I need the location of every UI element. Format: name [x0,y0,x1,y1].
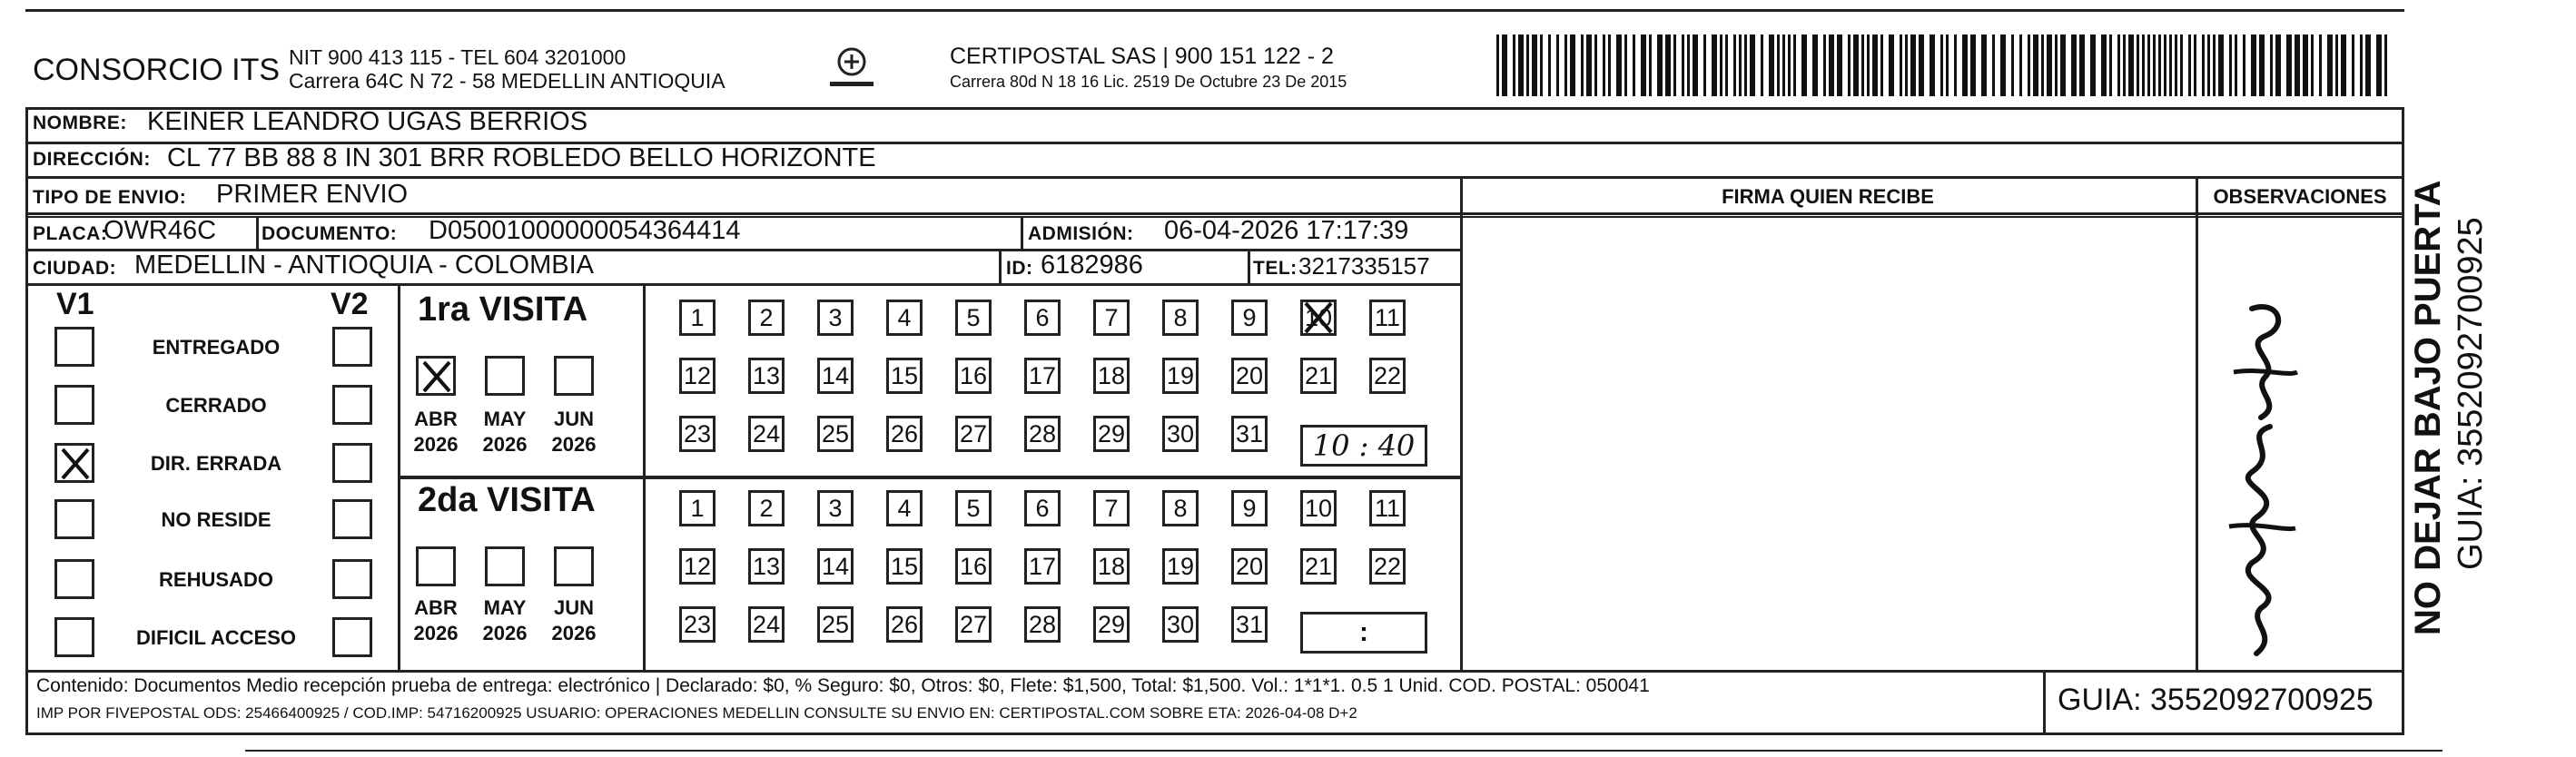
admision-label: ADMISIÓN: [1028,223,1134,244]
status-label: DIFICIL ACCESO [135,626,296,649]
content-line: Contenido: Documentos Medio recepción prueba de entrega: electrónico | Declarado: $0, % Seguro: $0, Otros: $0, Flete: $1,500, Total: $1,500. Vol.: 1*1*1. 0.5 1 Unid. COD. POSTAL: 050041 [36,675,1650,696]
side-warning: NO DEJAR BAJO PUERTA [2408,180,2448,635]
second-visit-day-22[interactable]: 22 [1369,548,1406,585]
barcode-bar [1861,34,1864,96]
barcode-bar [1526,34,1529,96]
second-visit-day-28[interactable]: 28 [1024,606,1061,643]
barcode-bar [1837,34,1842,96]
first-visit-day-14[interactable]: 14 [817,358,854,394]
first-visit-day-9[interactable]: 9 [1231,300,1268,336]
barcode-bar [2235,34,2237,96]
barcode-bar [1616,34,1622,96]
barcode-bar [1586,34,1592,96]
barcode-bar [1556,34,1559,96]
barcode-bar [2327,34,2333,96]
barcode-bar [1930,34,1935,96]
barcode-bar [1502,34,1507,96]
first-visit-day-7[interactable]: 7 [1093,300,1130,336]
barcode-bar [2041,34,2044,96]
barcode-bar [1564,34,1567,96]
barcode-bar [1649,34,1652,96]
first-visit-day-13[interactable]: 13 [748,358,785,394]
imp-line: IMP POR FIVEPOSTAL ODS: 25466400925 / COD.IMP: 54716200925 USUARIO: OPERACIONES MEDELLIN CONSULTE SU ENVIO EN: CERTIPOSTAL.COM SOBRE ETA: 2026-04-08 D+2 [36,704,1357,722]
barcode-bar [1872,34,1878,96]
second-visit-day-13[interactable]: 13 [748,548,785,585]
barcode-bar [2243,34,2245,96]
barcode-bar [2270,34,2273,96]
barcode-bar [2071,34,2077,96]
barcode-bar [2295,34,2300,96]
barcode-bar [1769,34,1774,96]
first-visit-day-31[interactable]: 31 [1231,416,1268,452]
second-visit-day-2[interactable]: 2 [748,490,785,526]
placa-label: PLACA: [33,223,108,244]
v1-checkbox[interactable] [54,559,94,599]
barcode-bar [2090,34,2096,96]
barcode-bar [1548,34,1551,96]
barcode-bar [1812,34,1818,96]
barcode-bar [2109,34,2112,96]
first-visit-day-12[interactable]: 12 [679,358,716,394]
barcode-bar [1725,34,1728,96]
barcode-bar [2019,34,2022,96]
day-check-overlay [1300,300,1337,336]
barcode-bar [1594,34,1597,96]
v2-checkbox[interactable] [332,499,372,539]
first-visit-day-15[interactable]: 15 [886,358,923,394]
barcode-bar [2188,34,2191,96]
barcode-bar [1940,34,1943,96]
barcode-bar [2175,34,2177,96]
second-visit-day-9[interactable]: 9 [1231,490,1268,526]
barcode-bar [1910,34,1916,96]
barcode-bar [2055,34,2058,96]
barcode-bar [2194,34,2196,96]
barcode-bar [2158,34,2161,96]
year-label: 2026 [551,433,597,456]
barcode-bar [2033,34,2038,96]
barcode-bar [1518,34,1524,96]
first-visit-day-8[interactable]: 8 [1162,300,1199,336]
first-visit-day-5[interactable]: 5 [955,300,992,336]
tel-value: 3217335157 [1298,252,1430,280]
first-visit-month-box[interactable] [554,356,594,396]
barcode-bar [1744,34,1747,96]
first-visit-day-19[interactable]: 19 [1162,358,1199,394]
barcode-bar [1682,34,1684,96]
first-visit-time-box[interactable] [1300,425,1427,467]
barcode-bar [1570,34,1575,96]
month-label: MAY [483,408,527,430]
barcode-bar [2335,34,2338,96]
barcode-bar [2311,34,2314,96]
year-label: 2026 [482,433,528,456]
barcode-bar [1788,34,1791,96]
barcode-bar [2128,34,2134,96]
second-visit-day-7[interactable]: 7 [1093,490,1130,526]
documento-value: D05001000000054364414 [429,216,741,245]
barcode-bar [2047,34,2052,96]
certipostal-logo [824,42,879,96]
second-visit-day-20[interactable]: 20 [1231,548,1268,585]
barcode-bar [1703,34,1706,96]
documento-label: DOCUMENTO: [262,223,398,244]
bottom-line [245,750,2443,752]
barcode-bar [1687,34,1690,96]
barcode [1496,34,2395,96]
first-visit-day-10[interactable]: 10 [1300,300,1337,336]
first-visit-day-23[interactable]: 23 [679,416,716,452]
barcode-bar [2028,34,2030,96]
direccion-label: DIRECCIÓN: [33,149,151,170]
second-visit-day-25[interactable]: 25 [817,606,854,643]
barcode-bar [2147,34,2150,96]
first-visit-day-17[interactable]: 17 [1024,358,1061,394]
barcode-bar [1793,34,1796,96]
barcode-bar [2303,34,2308,96]
second-visit-time: : [1359,617,1368,647]
barcode-bar [2202,34,2205,96]
x-mark-icon [57,446,94,482]
barcode-bar [1919,34,1924,96]
second-visit-day-11[interactable]: 11 [1369,490,1406,526]
barcode-bar [2229,34,2232,96]
first-visit-day-2[interactable]: 2 [748,300,785,336]
year-label: 2026 [413,622,459,644]
barcode-bar [1761,34,1763,96]
barcode-bar [2352,34,2354,96]
second-visit-time-box[interactable] [1300,612,1427,654]
barcode-bar [2384,34,2387,96]
second-visit-day-3[interactable]: 3 [817,490,854,526]
barcode-bar [1848,34,1851,96]
month-label: ABR [414,596,458,619]
first-visit-month-box[interactable] [485,356,525,396]
v2-checkbox[interactable] [332,443,372,483]
second-visit-day-17[interactable]: 17 [1024,548,1061,585]
month-label: ABR [414,408,458,430]
barcode-bar [2180,34,2183,96]
barcode-bar [1693,34,1698,96]
v1-label: V1 [56,287,94,321]
barcode-bar [1720,34,1722,96]
second-visit-day-15[interactable]: 15 [886,548,923,585]
barcode-bar [2376,34,2382,96]
tipo-value: PRIMER ENVIO [216,180,409,209]
barcode-bar [1739,34,1742,96]
v1-checkbox[interactable] [54,499,94,539]
barcode-bar [1733,34,1736,96]
status-label: CERRADO [165,394,267,417]
top-border [25,9,2404,12]
first-visit-day-28[interactable]: 28 [1024,416,1061,452]
status-label: NO RESIDE [161,508,271,531]
side-guia: GUIA: 3552092700925 [2452,217,2490,570]
second-visit-day-19[interactable]: 19 [1162,548,1199,585]
barcode-bar [1992,34,1995,96]
barcode-bar [1633,34,1635,96]
second-visit-day-18[interactable]: 18 [1093,548,1130,585]
ciudad-value: MEDELLIN - ANTIOQUIA - COLOMBIA [134,251,594,280]
barcode-bar [2365,34,2371,96]
barcode-bar [2123,34,2126,96]
barcode-bar [1946,34,1949,96]
firma-header: FIRMA QUIEN RECIBE [1722,185,1934,208]
barcode-bar [1829,34,1834,96]
second-visit-day-12[interactable]: 12 [679,548,716,585]
barcode-bar [1513,34,1515,96]
footer-guia: GUIA: 3552092700925 [2058,683,2374,717]
status-label: ENTREGADO [152,336,281,359]
first-visit-month-box[interactable] [416,356,456,396]
first-visit-title: 1ra VISITA [418,290,588,329]
barcode-bar [1777,34,1780,96]
company-address: Carrera 64C N 72 - 58 MEDELLIN ANTIOQUIA [289,69,725,93]
barcode-bar [1970,34,1976,96]
logo-icon [824,42,879,96]
second-visit-month-box[interactable] [416,546,456,586]
barcode-bar [2117,34,2120,96]
nombre-label: NOMBRE: [33,113,127,133]
company-nit: NIT 900 413 115 - TEL 604 3201000 [289,45,627,69]
barcode-bar [2360,34,2363,96]
barcode-bar [1603,34,1605,96]
month-label: MAY [483,596,527,619]
second-visit-day-16[interactable]: 16 [955,548,992,585]
second-visit-day-31[interactable]: 31 [1231,606,1268,643]
first-visit-day-3[interactable]: 3 [817,300,854,336]
barcode-bar [1665,34,1671,96]
first-visit-day-26[interactable]: 26 [886,416,923,452]
tel-label: TEL: [1253,258,1298,279]
v2-checkbox[interactable] [332,617,372,657]
barcode-bar [1750,34,1755,96]
ciudad-label: CIUDAD: [33,258,117,279]
second-visit-day-30[interactable]: 30 [1162,606,1199,643]
first-visit-day-25[interactable]: 25 [817,416,854,452]
barcode-bar [1608,34,1611,96]
barcode-bar [1540,34,1543,96]
barcode-bar [1801,34,1807,96]
first-visit-day-29[interactable]: 29 [1093,416,1130,452]
v2-label: V2 [331,287,369,321]
barcode-bar [2286,34,2292,96]
barcode-bar [2207,34,2210,96]
barcode-bar [1657,34,1663,96]
barcode-bar [1581,34,1584,96]
second-visit-day-8[interactable]: 8 [1162,490,1199,526]
tipo-label: TIPO DE ENVIO: [33,187,187,208]
barcode-bar [2169,34,2172,96]
barcode-bar [1962,34,1968,96]
id-value: 6182986 [1041,251,1143,280]
barcode-bar [1889,34,1894,96]
barcode-bar [2275,34,2281,96]
barcode-bar [1712,34,1717,96]
observaciones-header: OBSERVACIONES [2213,185,2387,208]
first-visit-day-4[interactable]: 4 [886,300,923,336]
company-name: CONSORCIO ITS [33,53,281,87]
second-visit-day-24[interactable]: 24 [748,606,785,643]
status-label: DIR. ERRADA [150,452,282,475]
courier-address: Carrera 80d N 18 16 Lic. 2519 De Octubre 23 De 2015 [950,73,1347,91]
v2-checkbox[interactable] [332,385,372,425]
handwritten-signature [2216,290,2306,672]
second-visit-day-5[interactable]: 5 [955,490,992,526]
barcode-bar [2011,34,2014,96]
barcode-bar [2251,34,2256,96]
barcode-bar [1496,34,1499,96]
second-visit-day-1[interactable]: 1 [679,490,716,526]
second-visit-month-box[interactable] [485,546,525,586]
barcode-bar [2341,34,2346,96]
barcode-bar [2137,34,2139,96]
v1-checkbox[interactable] [54,443,94,483]
first-visit-day-27[interactable]: 27 [955,416,992,452]
year-label: 2026 [413,433,459,456]
first-visit-day-22[interactable]: 22 [1369,358,1406,394]
x-mark-icon [419,359,455,395]
first-visit-day-16[interactable]: 16 [955,358,992,394]
year-label: 2026 [482,622,528,644]
second-visit-day-26[interactable]: 26 [886,606,923,643]
barcode-bar [2164,34,2166,96]
barcode-bar [1867,34,1870,96]
second-visit-day-29[interactable]: 29 [1093,606,1130,643]
month-label: JUN [553,408,594,430]
first-visit-day-30[interactable]: 30 [1162,416,1199,452]
first-visit-day-24[interactable]: 24 [748,416,785,452]
first-visit-time: 10 : 40 [1312,428,1416,463]
first-visit-day-1[interactable]: 1 [679,300,716,336]
x-mark-icon [1300,300,1337,336]
barcode-bar [1853,34,1859,96]
barcode-bar [1624,34,1627,96]
first-visit-day-18[interactable]: 18 [1093,358,1130,394]
barcode-bar [2060,34,2066,96]
status-label: REHUSADO [159,568,273,591]
barcode-bar [2101,34,2107,96]
second-visit-day-21[interactable]: 21 [1300,548,1337,585]
second-visit-month-box[interactable] [554,546,594,586]
v1-checkbox[interactable] [54,385,94,425]
second-visit-title: 2da VISITA [418,481,596,519]
barcode-bar [1673,34,1676,96]
barcode-bar [1532,34,1537,96]
second-visit-day-14[interactable]: 14 [817,548,854,585]
v1-checkbox[interactable] [54,617,94,657]
barcode-bar [1880,34,1883,96]
first-visit-day-20[interactable]: 20 [1231,358,1268,394]
direccion-value: CL 77 BB 88 8 IN 301 BRR ROBLEDO BELLO HORIZONTE [167,143,876,172]
barcode-bar [1954,34,1957,96]
placa-value: OWR46C [104,216,217,245]
v2-checkbox[interactable] [332,327,372,367]
second-visit-day-23[interactable]: 23 [679,606,716,643]
year-label: 2026 [551,622,597,644]
barcode-bar [1823,34,1826,96]
barcode-bar [1900,34,1902,96]
second-visit-day-4[interactable]: 4 [886,490,923,526]
second-visit-day-10[interactable]: 10 [1300,490,1337,526]
barcode-bar [2142,34,2145,96]
barcode-bar [2319,34,2322,96]
v1-checkbox[interactable] [54,327,94,367]
admision-value: 06-04-2026 17:17:39 [1164,216,1409,245]
first-visit-day-6[interactable]: 6 [1024,300,1061,336]
second-visit-day-27[interactable]: 27 [955,606,992,643]
barcode-bar [1641,34,1646,96]
nombre-value: KEINER LEANDRO UGAS BERRIOS [147,107,588,136]
barcode-bar [2218,34,2224,96]
v2-checkbox[interactable] [332,559,372,599]
courier-line: CERTIPOSTAL SAS | 900 151 122 - 2 [950,44,1334,69]
barcode-bar [1981,34,1987,96]
barcode-bar [2000,34,2006,96]
barcode-bar [1782,34,1785,96]
first-visit-day-21[interactable]: 21 [1300,358,1337,394]
first-visit-day-11[interactable]: 11 [1369,300,1406,336]
second-visit-day-6[interactable]: 6 [1024,490,1061,526]
month-label: JUN [553,596,594,619]
barcode-bar [1905,34,1908,96]
barcode-bar [2259,34,2265,96]
barcode-bar [2153,34,2156,96]
barcode-bar [2079,34,2085,96]
id-label: ID: [1006,258,1033,279]
barcode-bar [2213,34,2216,96]
